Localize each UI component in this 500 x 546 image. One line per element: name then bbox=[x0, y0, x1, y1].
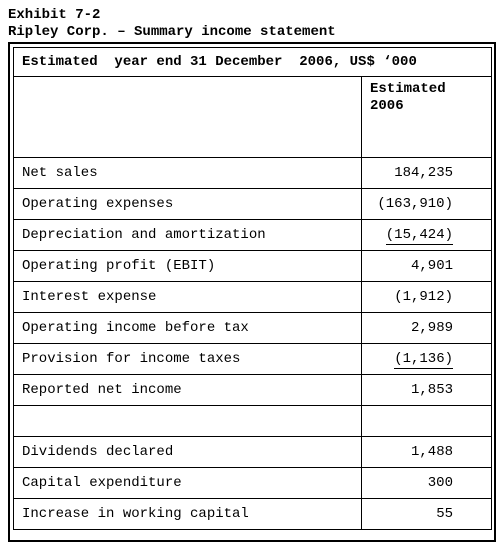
row-label: Reported net income bbox=[14, 375, 362, 406]
column-header-row bbox=[14, 77, 492, 158]
table-row bbox=[14, 251, 492, 282]
row-value-cell bbox=[362, 375, 492, 406]
column-header-estimated-2006: Estimated 2006 bbox=[362, 77, 492, 158]
header-blank-cell bbox=[14, 77, 362, 158]
row-value-cell bbox=[362, 282, 492, 313]
table-row bbox=[14, 406, 492, 437]
row-value-cell bbox=[362, 499, 492, 530]
statement-caption: Ripley Corp. – Summary income statement bbox=[8, 24, 336, 40]
row-value-cell bbox=[362, 468, 492, 499]
table-row bbox=[14, 282, 492, 313]
row-value: 300 bbox=[427, 475, 453, 491]
row-label: Interest expense bbox=[14, 282, 362, 313]
row-value: (163,910) bbox=[377, 196, 453, 212]
table-row bbox=[14, 437, 492, 468]
row-label: Increase in working capital bbox=[14, 499, 362, 530]
row-value: 1,853 bbox=[410, 382, 453, 398]
row-value: (1,912) bbox=[394, 289, 453, 305]
row-value-cell bbox=[362, 220, 492, 251]
table-row bbox=[14, 158, 492, 189]
row-label: Provision for income taxes bbox=[14, 344, 362, 375]
row-value: 55 bbox=[436, 506, 453, 522]
row-value-cell bbox=[362, 189, 492, 220]
row-value: 1,488 bbox=[410, 444, 453, 460]
row-value-cell bbox=[362, 313, 492, 344]
row-value: 4,901 bbox=[410, 258, 453, 274]
row-value: 2,989 bbox=[410, 320, 453, 336]
row-value-cell bbox=[362, 344, 492, 375]
table-row bbox=[14, 375, 492, 406]
row-label bbox=[14, 406, 362, 437]
row-label: Operating income before tax bbox=[14, 313, 362, 344]
row-label: Dividends declared bbox=[14, 437, 362, 468]
table-row bbox=[14, 344, 492, 375]
row-label: Net sales bbox=[14, 158, 362, 189]
row-value-cell bbox=[362, 251, 492, 282]
row-label: Operating expenses bbox=[14, 189, 362, 220]
exhibit-number: Exhibit 7-2 bbox=[8, 7, 101, 23]
table-title: Estimated year end 31 December 2006, US$ ‘000 bbox=[14, 48, 492, 77]
row-label: Operating profit (EBIT) bbox=[14, 251, 362, 282]
row-value: (15,424) bbox=[385, 227, 453, 243]
income-statement-table bbox=[13, 47, 492, 530]
row-label: Depreciation and amortization bbox=[14, 220, 362, 251]
row-value-cell bbox=[362, 406, 492, 437]
row-value: (1,136) bbox=[394, 351, 453, 367]
row-value: 184,235 bbox=[394, 165, 453, 181]
table-row bbox=[14, 220, 492, 251]
table-row bbox=[14, 468, 492, 499]
table-row bbox=[14, 189, 492, 220]
table-title-row bbox=[14, 48, 492, 77]
row-value-cell bbox=[362, 158, 492, 189]
row-label: Capital expenditure bbox=[14, 468, 362, 499]
row-value-cell bbox=[362, 437, 492, 468]
table-row bbox=[14, 499, 492, 530]
table-row bbox=[14, 313, 492, 344]
